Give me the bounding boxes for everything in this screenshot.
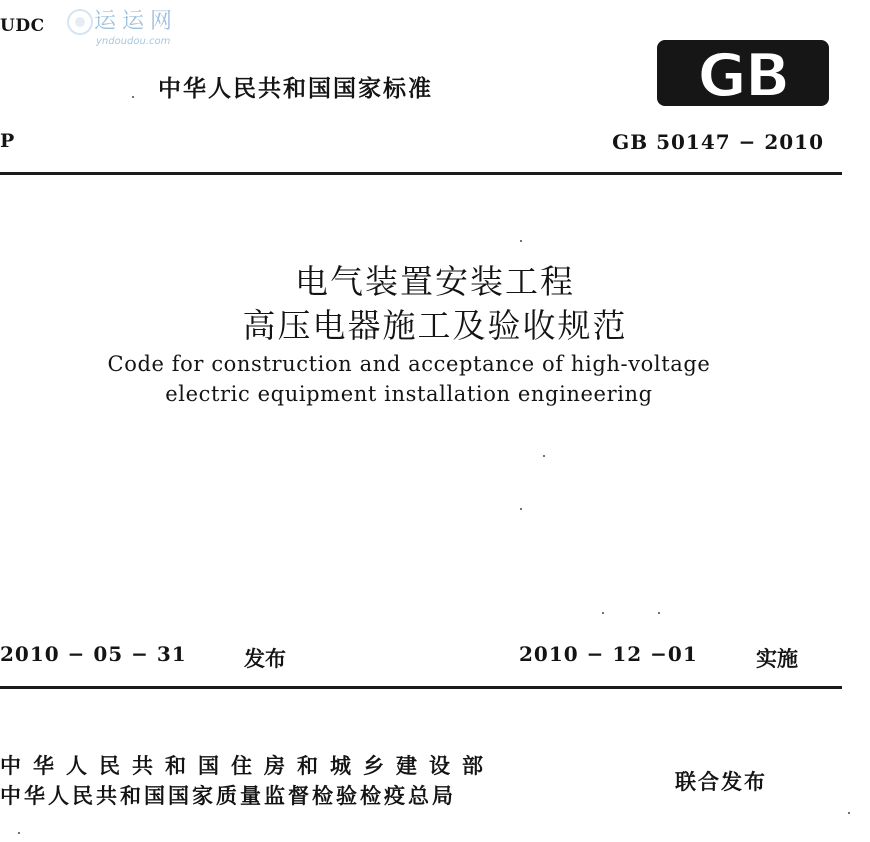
gb-logo-text: GB [697, 41, 789, 106]
title-en-line2: electric equipment installation engineering [165, 382, 653, 406]
issuer-ministry: 中华人民共和国住房和城乡建设部 [0, 754, 495, 778]
scan-speck [602, 612, 604, 614]
issuer-aqsiq: 中华人民共和国国家质量监督检验检疫总局 [0, 784, 456, 808]
scan-speck [848, 812, 850, 814]
top-divider [0, 172, 842, 175]
gb-logo-icon [657, 40, 829, 106]
classification-code: P [0, 130, 15, 152]
title-cn-line1: 电气装置安装工程 [295, 262, 575, 301]
implement-label: 实施 [756, 647, 798, 671]
scan-speck [543, 455, 545, 457]
scan-speck [132, 96, 134, 98]
joint-issue-label: 联合发布 [675, 770, 767, 794]
udc-label: UDC [0, 16, 45, 36]
scan-speck [18, 832, 20, 834]
publish-label: 发布 [244, 647, 286, 671]
bottom-divider [0, 686, 842, 689]
title-en-line1: Code for construction and acceptance of high-voltage [107, 352, 711, 376]
implement-date: 2010 − 12 −01 [519, 642, 698, 666]
standard-number: GB 50147 − 2010 [612, 130, 824, 154]
scan-speck [520, 240, 522, 242]
title-cn-line2: 高压电器施工及验收规范 [242, 306, 628, 345]
publish-date: 2010 − 05 − 31 [0, 642, 187, 666]
watermark-url: yndoudou.com [96, 36, 171, 47]
scan-speck [520, 508, 522, 510]
watermark-text: 运运网 [94, 9, 179, 34]
scan-speck [658, 612, 660, 614]
standard-org-title: 中华人民共和国国家标准 [158, 76, 433, 102]
